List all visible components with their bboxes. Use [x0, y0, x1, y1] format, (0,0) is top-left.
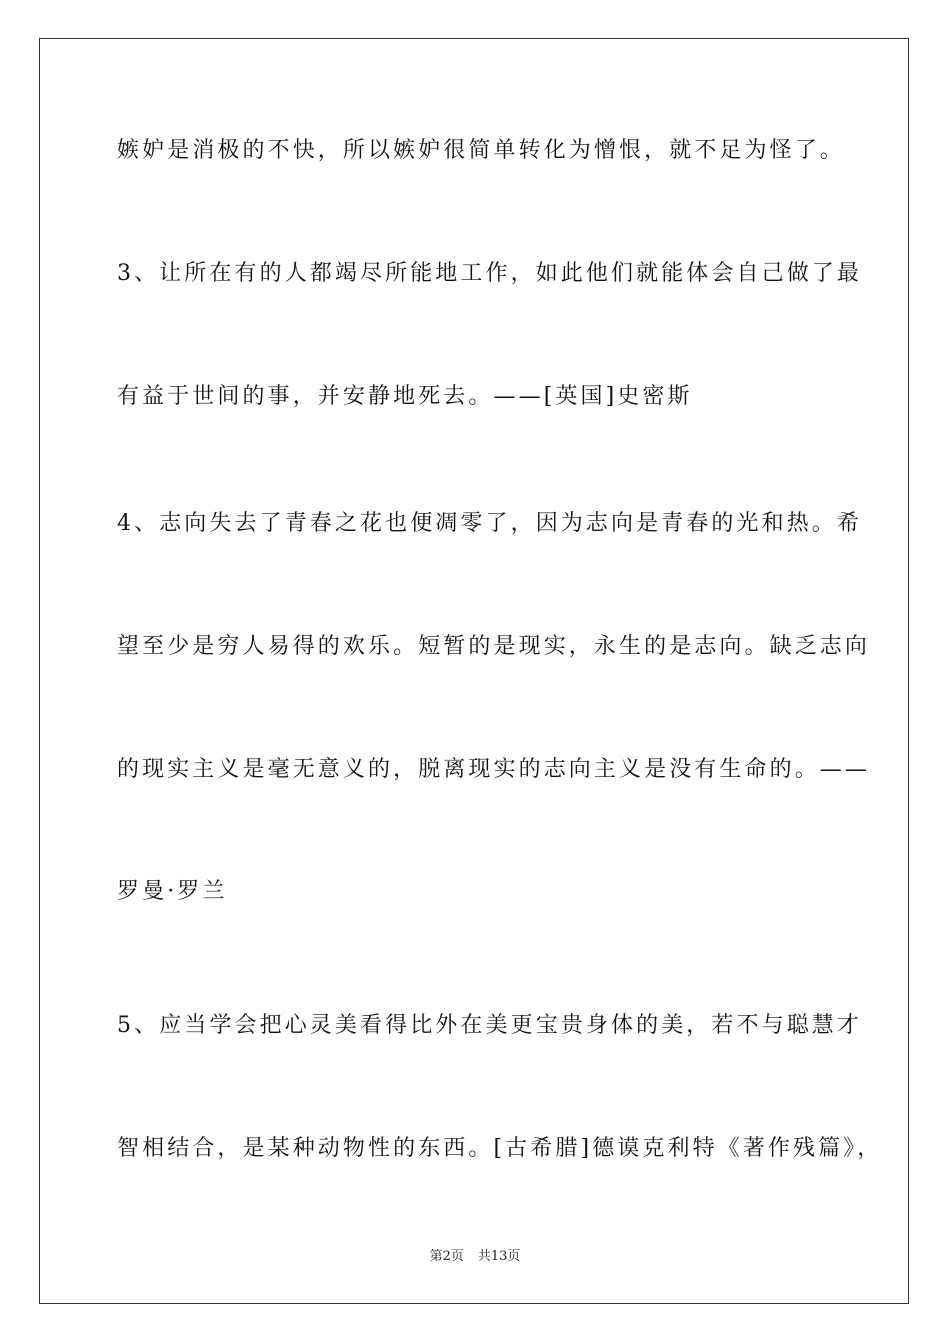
text-line: 5、应当学会把心灵美看得比外在美更宝贵身体的美，若不与聪慧才: [117, 1013, 862, 1038]
page-footer: [0, 1248, 950, 1266]
page-total: 共13页: [477, 1249, 521, 1264]
page-number: 第2页: [429, 1249, 464, 1264]
text-line: 望至少是穷人易得的欢乐。短暂的是现实，永生的是志向。缺乏志向: [117, 634, 871, 659]
text-line: 的现实主义是毫无意义的，脱离现实的志向主义是没有生命的。——: [117, 757, 871, 782]
text-line: 3、让所在有的人都竭尽所能地工作，如此他们就能体会自己做了最: [117, 261, 862, 286]
text-line: 有益于世间的事，并安静地死去。——[英国]史密斯: [117, 384, 693, 409]
text-line: 嫉妒是消极的不快，所以嫉妒很简单转化为憎恨，就不足为怪了。: [117, 138, 845, 163]
text-line: 4、志向失去了青春之花也便凋零了，因为志向是青春的光和热。希: [117, 511, 862, 536]
text-line: 罗曼·罗兰: [117, 879, 228, 904]
text-line: 智相结合，是某种动物性的东西。[古希腊]德谟克利特《著作残篇》，: [117, 1136, 883, 1161]
page-border: [39, 38, 909, 1304]
